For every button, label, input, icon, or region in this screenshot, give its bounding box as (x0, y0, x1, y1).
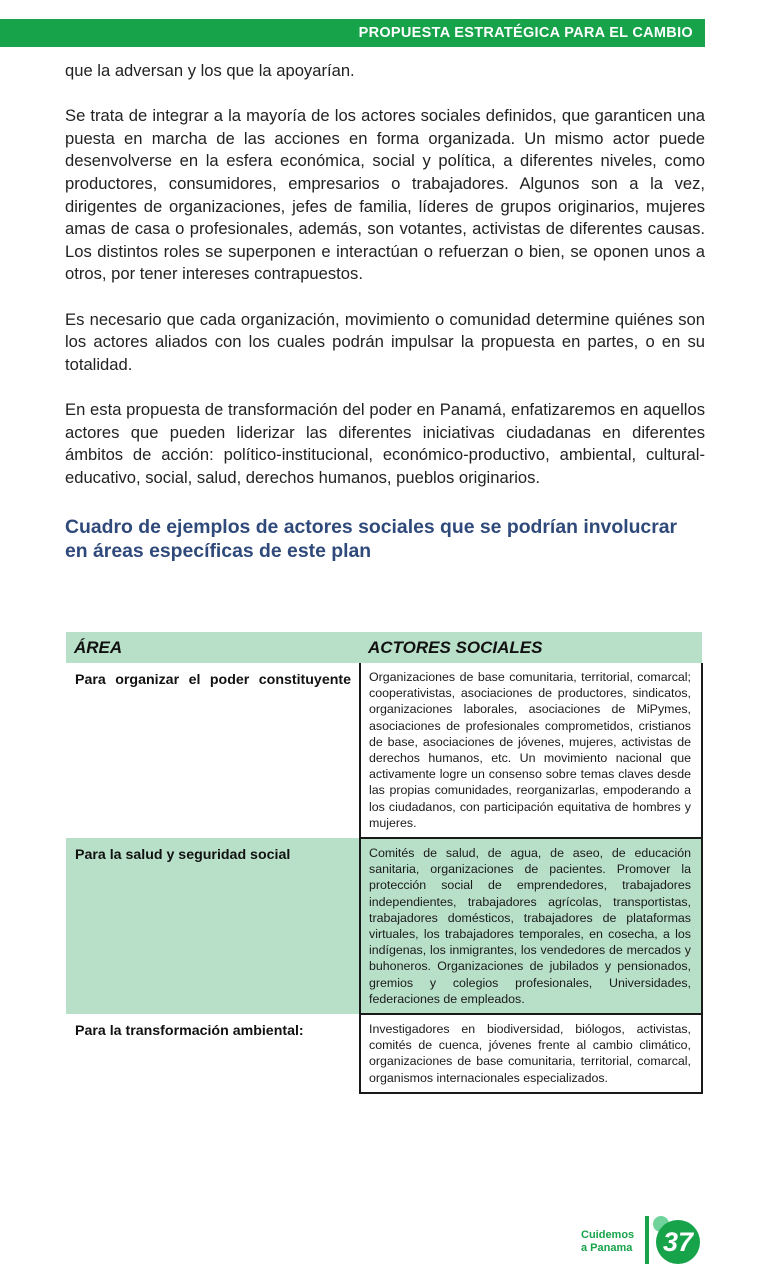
paragraph: Se trata de integrar a la mayoría de los actores sociales definidos, que garanticen una puesta en marcha de las acciones en forma organizada. Un mismo actor puede desenvolverse en la esfera económica, social y política, a diferentes niveles, como productores, consumidores, empresarios o trabajadores. Algunos son a la vez, dirigentes de organizaciones, jefes de familia, líderes de grupos originarios, mujeres amas de casa o profesionales, además, son votantes, activistas de diferentes causas. Los distintos roles se superponen e interactúan o refuerzan o bien, se oponen unos a otros, por tener intereses contrapuestos. (65, 106, 705, 284)
paragraph: Es necesario que cada organización, movimiento o comunidad determine quiénes son los actores aliados con los cuales podrán impulsar la propuesta en partes, o en su totalidad. (65, 309, 705, 374)
section-title: Cuadro de ejemplos de actores sociales que se podrían involucrar en áreas específicas de este plan (65, 516, 678, 563)
area-cell: Para organizar el poder constituyente (75, 672, 351, 688)
area-cell: Para la transformación ambiental: (75, 1023, 304, 1040)
table-row (66, 663, 702, 838)
paragraph: En esta propuesta de transformación del poder en Panamá, enfatizaremos en aquellos actores que pueden liderizar las diferentes iniciativas ciudadanas en diferentes ámbitos de acción: político-institucional, económico-productivo, ambiental, cultural-educativo, social, salud, derechos humanos, pueblos originarios. (65, 399, 705, 487)
actors-cell: Comités de salud, de agua, de aseo, de educación sanitaria, organizaciones de pacientes. Promover la protección social de emprendedores, trabajadores independientes, trabajadores agrícolas, transportistas, trabajadores domésticos, trabajadores de plataformas virtuales, los trabajadores temporales, en cosecha, a los indígenas, los inmigrantes, los vendedores de mercados y buhoneros. Organizaciones de jubilados y pensionados, gremios y colegios profesionales, Universidades, federaciones de empleados. (360, 838, 702, 1014)
actors-cell: Investigadores en biodiversidad, biólogos, activistas, comités de cuenca, jóvenes frente al cambio climático, organizaciones de base comunitaria, territorial, comarcal, organismos internacionales especializados. (360, 1014, 702, 1093)
brand-line: Cuidemos (581, 1229, 635, 1241)
footer-brand (581, 1229, 634, 1255)
brand-line: a Panama (581, 1242, 633, 1254)
running-header: PROPUESTA ESTRATÉGICA PARA EL CAMBIO (0, 19, 705, 47)
page-number: 37 (656, 1220, 700, 1264)
body-text (65, 60, 705, 563)
area-header: ÁREA (66, 632, 360, 663)
table-row (66, 1014, 702, 1093)
table-header-row (66, 632, 702, 663)
footer-divider (645, 1216, 649, 1264)
table-row (66, 838, 702, 1014)
area-cell: Para la salud y seguridad social (66, 838, 360, 1014)
actors-table (66, 632, 703, 1094)
actors-cell: Organizaciones de base comunitaria, territorial, comarcal; cooperativistas, asociaciones de productores, sindicatos, organizaciones laborales, asociaciones de MiPymes, asociaciones de profesionales comprometidos, cristianos de base, asociaciones de jóvenes, mujeres, activistas de derechos humanos, etc. Un movimiento nacional que activamente logre un consenso sobre temas claves desde las propias comunidades, reorganizarlas, empoderando a los ciudadanos, con participación equitativa de hombres y mujeres. (360, 663, 702, 838)
actors-header: ACTORES SOCIALES (360, 632, 702, 663)
paragraph: que la adversan y los que la apoyarían. (65, 61, 355, 80)
